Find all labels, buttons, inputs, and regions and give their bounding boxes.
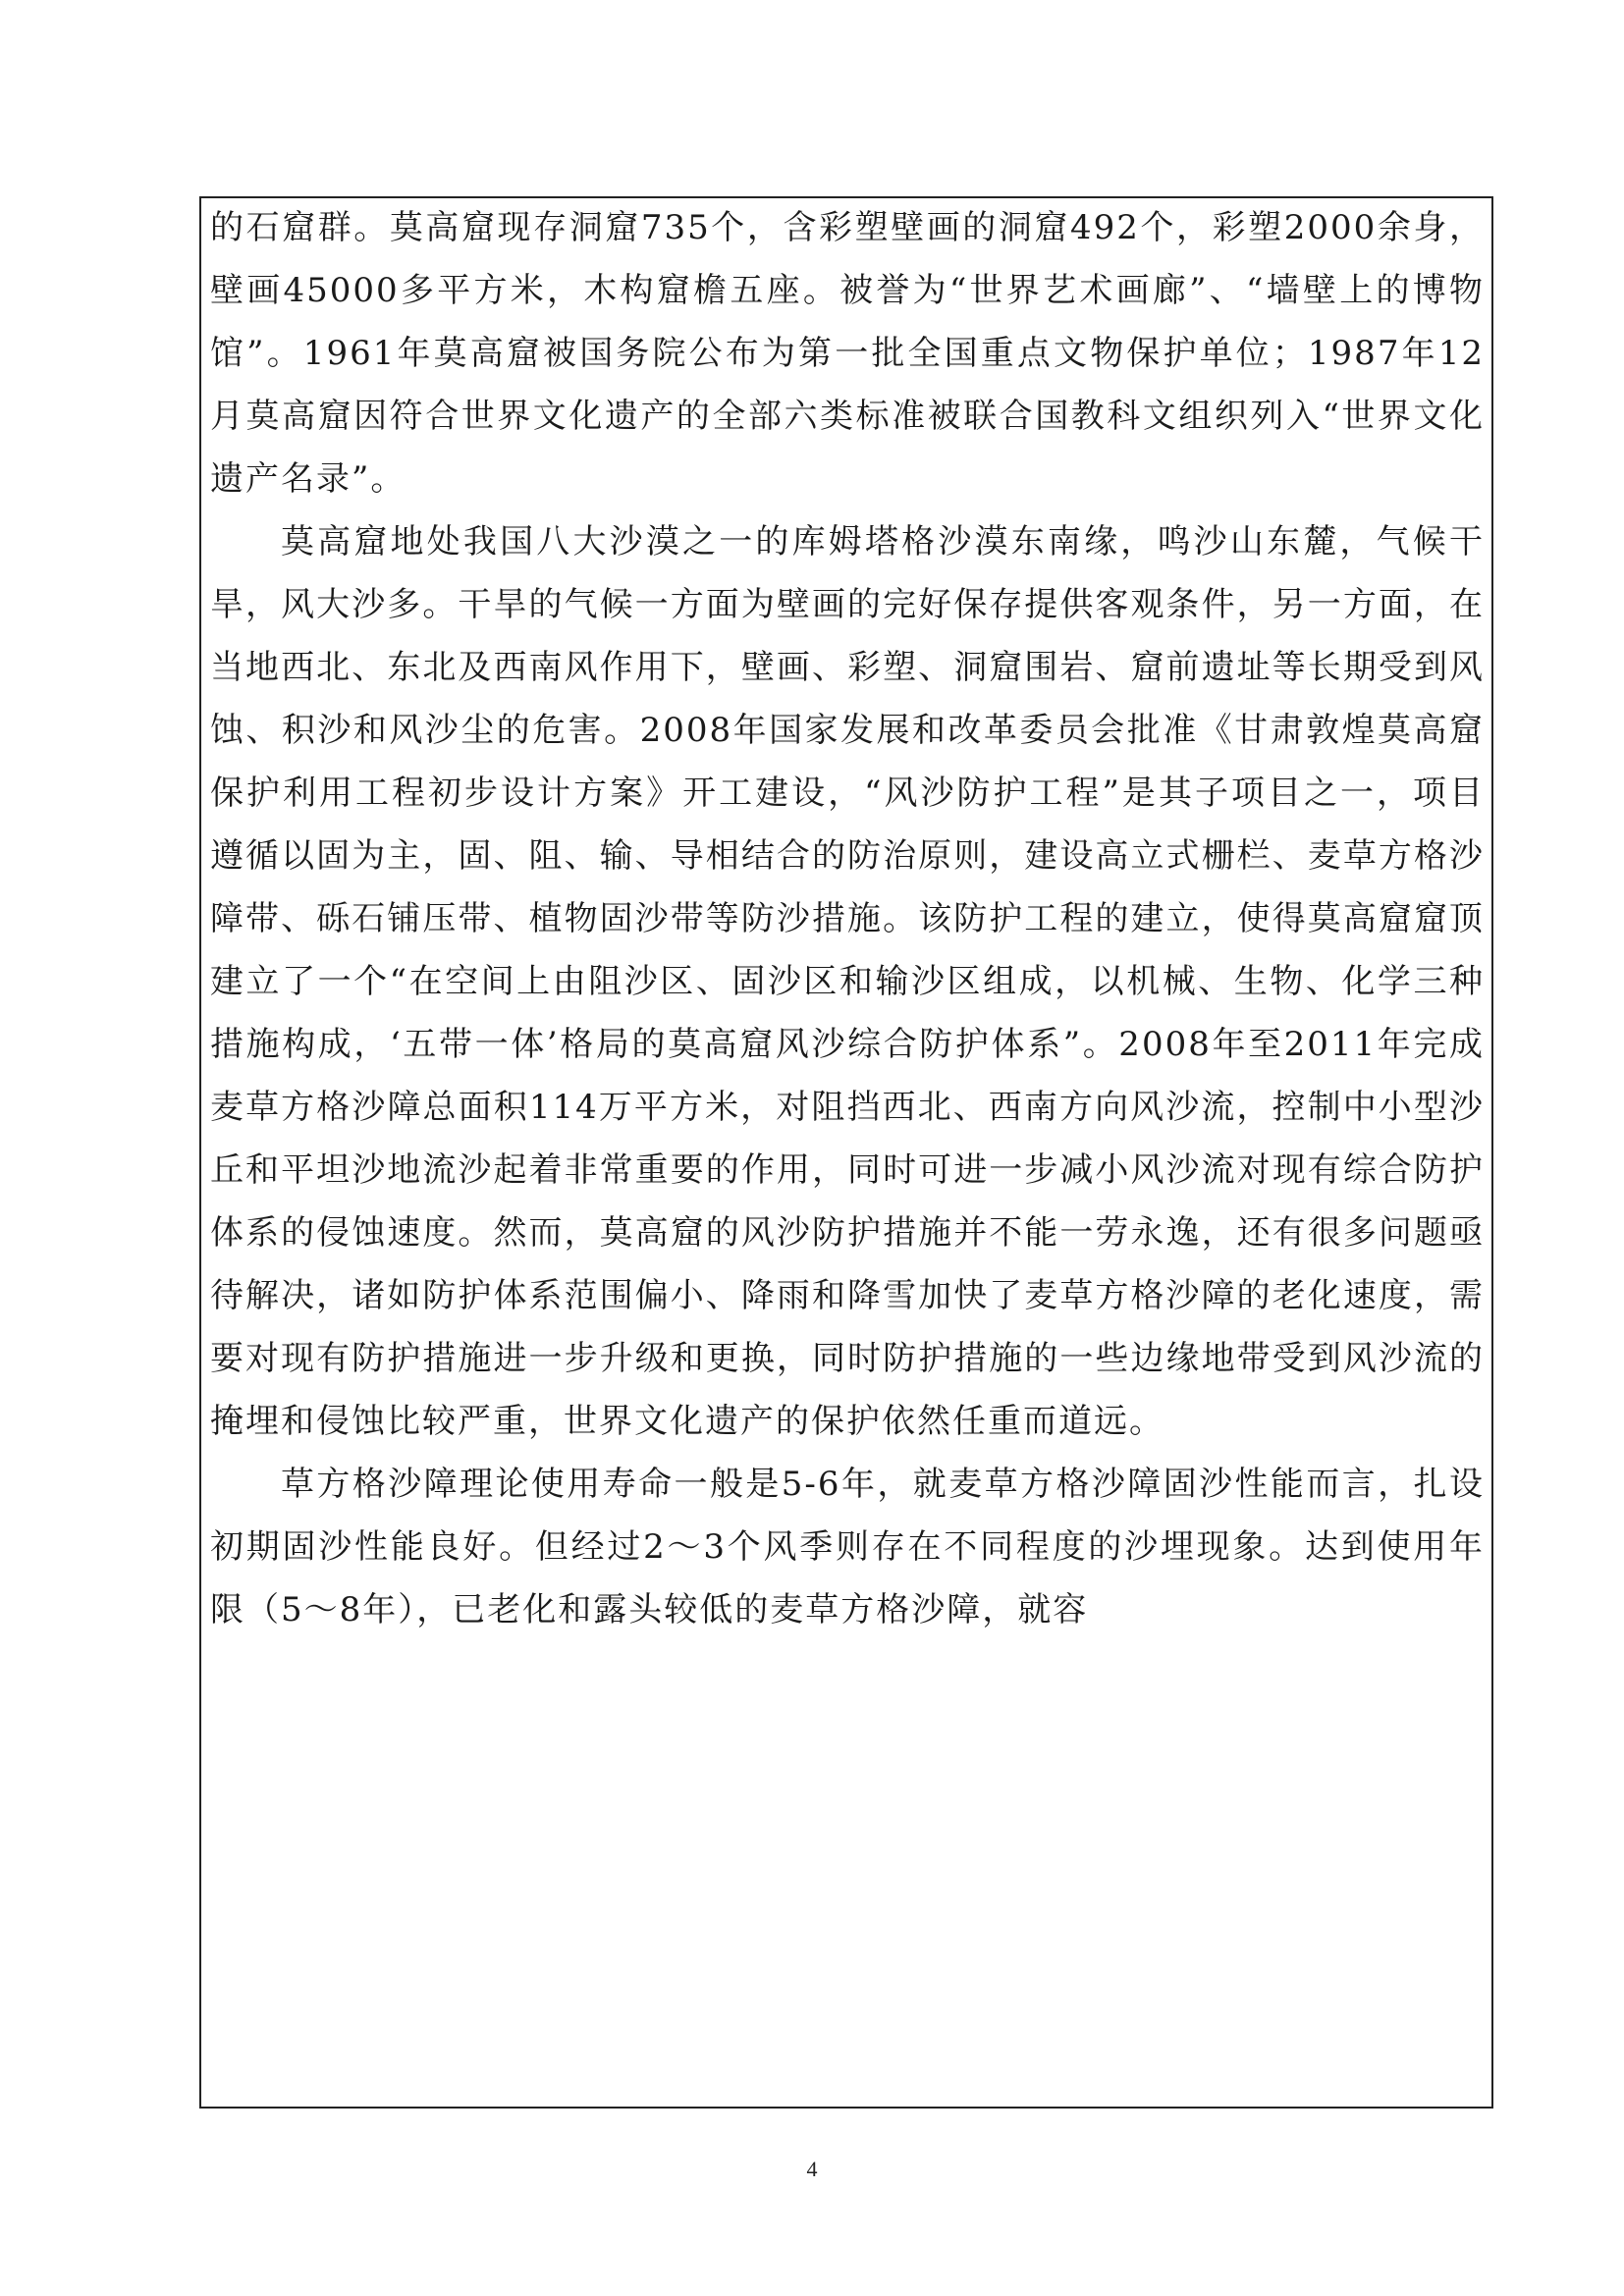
document-body (210, 196, 1485, 1641)
paragraph-2: 莫高窟地处我国八大沙漠之一的库姆塔格沙漠东南缘，鸣沙山东麓，气候干旱，风大沙多。干旱的气候一方面为壁画的完好保存提供客观条件，另一方面，在当地西北、东北及西南风作用下，壁画、彩塑、洞窟围岩、窟前遗址等长期受到风蚀、积沙和风沙尘的危害。2008年国家发展和改革委员会批准《甘肃敦煌莫高窟保护利用工程初步设计方案》开工建设，“风沙防护工程”是其子项目之一，项目遵循以固为主，固、阻、输、导相结合的防治原则，建设高立式栅栏、麦草方格沙障带、砾石铺压带、植物固沙带等防沙措施。该防护工程的建立，使得莫高窟窟顶建立了一个“在空间上由阻沙区、固沙区和输沙区组成，以机械、生物、化学三种措施构成，‘五带一体’格局的莫高窟风沙综合防护体系”。2008年至2011年完成麦草方格沙障总面积114万平方米，对阻挡西北、西南方向风沙流，控制中小型沙丘和平坦沙地流沙起着非常重要的作用，同时可进一步减小风沙流对现有综合防护体系的侵蚀速度。然而，莫高窟的风沙防护措施并不能一劳永逸，还有很多问题亟待解决，诸如防护体系范围偏小、降雨和降雪加快了麦草方格沙障的老化速度，需要对现有防护措施进一步升级和更换，同时防护措施的一些边缘地带受到风沙流的掩埋和侵蚀比较严重，世界文化遗产的保护依然任重而道远。 (210, 522, 1485, 1441)
paragraph-1: 的石窟群。莫高窟现存洞窟735个，含彩塑壁画的洞窟492个，彩塑2000余身，壁画45000多平方米，木构窟檐五座。被誉为“世界艺术画廊”、“墙壁上的博物馆”。1961年莫高窟被国务院公布为第一批全国重点文物保护单位；1987年12月莫高窟因符合世界文化遗产的全部六类标准被联合国教科文组织列入“世界文化遗产名录”。 (210, 208, 1485, 499)
paragraph-3: 草方格沙障理论使用寿命一般是5-6年，就麦草方格沙障固沙性能而言，扎设初期固沙性能良好。但经过2～3个风季则存在不同程度的沙埋现象。达到使用年限（5～8年），已老化和露头较低的麦草方格沙障，就容 (210, 1465, 1485, 1629)
page-number: 4 (806, 2157, 818, 2181)
